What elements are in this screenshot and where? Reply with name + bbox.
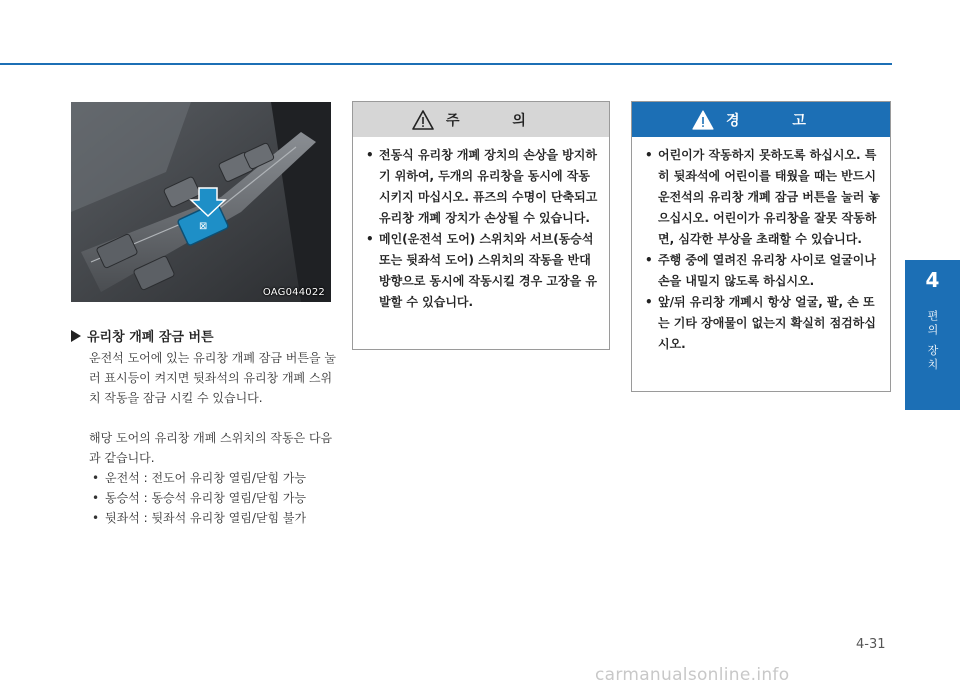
warning-title: 경 고 xyxy=(726,112,830,129)
list-item: • 동승석 : 동승석 유리창 열림/닫힘 가능 xyxy=(89,488,341,508)
warning-header xyxy=(632,102,890,137)
caption-text: 유리창 개폐 잠금 버튼 xyxy=(87,330,214,345)
body-paragraph-2: 해당 도어의 유리창 개폐 스위치의 작동은 다음과 같습니다. xyxy=(89,431,333,465)
figure-caption xyxy=(71,326,214,345)
figure-code: OAG044022 xyxy=(262,287,325,298)
caution-header xyxy=(353,102,609,137)
caution-title: 주 의 xyxy=(446,112,550,129)
body-text xyxy=(89,348,341,528)
body-paragraph-1: 운전석 도어에 있는 유리창 개폐 잠금 버튼을 눌러 표시등이 켜지면 뒷좌석의 유리창 개폐 스위치 작동을 잠금 시킬 수 있습니다. xyxy=(89,351,336,405)
list-item: • 전동식 유리창 개폐 장치의 손상을 방지하기 위하여, 두개의 유리창을 동시에 작동시키지 마십시오. 퓨즈의 수명이 단축되고 유리창 개폐 장치가 손상될 수 있습니다. xyxy=(366,145,600,229)
warning-box xyxy=(631,101,891,392)
warning-triangle-icon xyxy=(692,110,714,130)
chapter-tab xyxy=(905,260,960,410)
top-rule xyxy=(0,63,892,65)
window-lock-button-photo xyxy=(71,102,331,302)
chapter-label: 편의 장치 xyxy=(926,310,939,373)
list-item: • 운전석 : 전도어 유리창 열림/닫힘 가능 xyxy=(89,468,341,488)
warning-list xyxy=(632,137,890,355)
chapter-number: 4 xyxy=(925,268,940,292)
door-switch-illustration xyxy=(71,102,331,302)
caption-triangle-icon xyxy=(71,330,81,342)
list-item: • 앞/뒤 유리창 개폐시 항상 얼굴, 팔, 손 또는 기타 장애물이 없는지 확실히 점검하십시오. xyxy=(645,292,881,355)
caution-box xyxy=(352,101,610,350)
caution-list xyxy=(353,137,609,313)
body-bullet-list xyxy=(89,468,341,528)
watermark: carmanualsonline.info xyxy=(595,665,790,685)
list-item: • 주행 중에 열려진 유리창 사이로 얼굴이나 손을 내밀지 않도록 하십시오. xyxy=(645,250,881,292)
page-number: 4-31 xyxy=(856,637,886,652)
svg-text:⊠: ⊠ xyxy=(199,221,208,232)
list-item: • 뒷좌석 : 뒷좌석 유리창 열림/닫힘 불가 xyxy=(89,508,341,528)
list-item: • 메인(운전석 도어) 스위치와 서브(동승석 또는 뒷좌석 도어) 스위치의 작동을 반대방향으로 동시에 작동시킬 경우 고장을 유발할 수 있습니다. xyxy=(366,229,600,313)
list-item: • 어린이가 작동하지 못하도록 하십시오. 특히 뒷좌석에 어린이를 태웠을 때는 반드시 운전석의 유리창 개폐 잠금 버튼을 눌러 놓으십시오. 어린이가 유리창을 잘못 작동하면, 심각한 부상을 초래할 수 있습니다. xyxy=(645,145,881,250)
warning-triangle-icon xyxy=(412,110,434,130)
